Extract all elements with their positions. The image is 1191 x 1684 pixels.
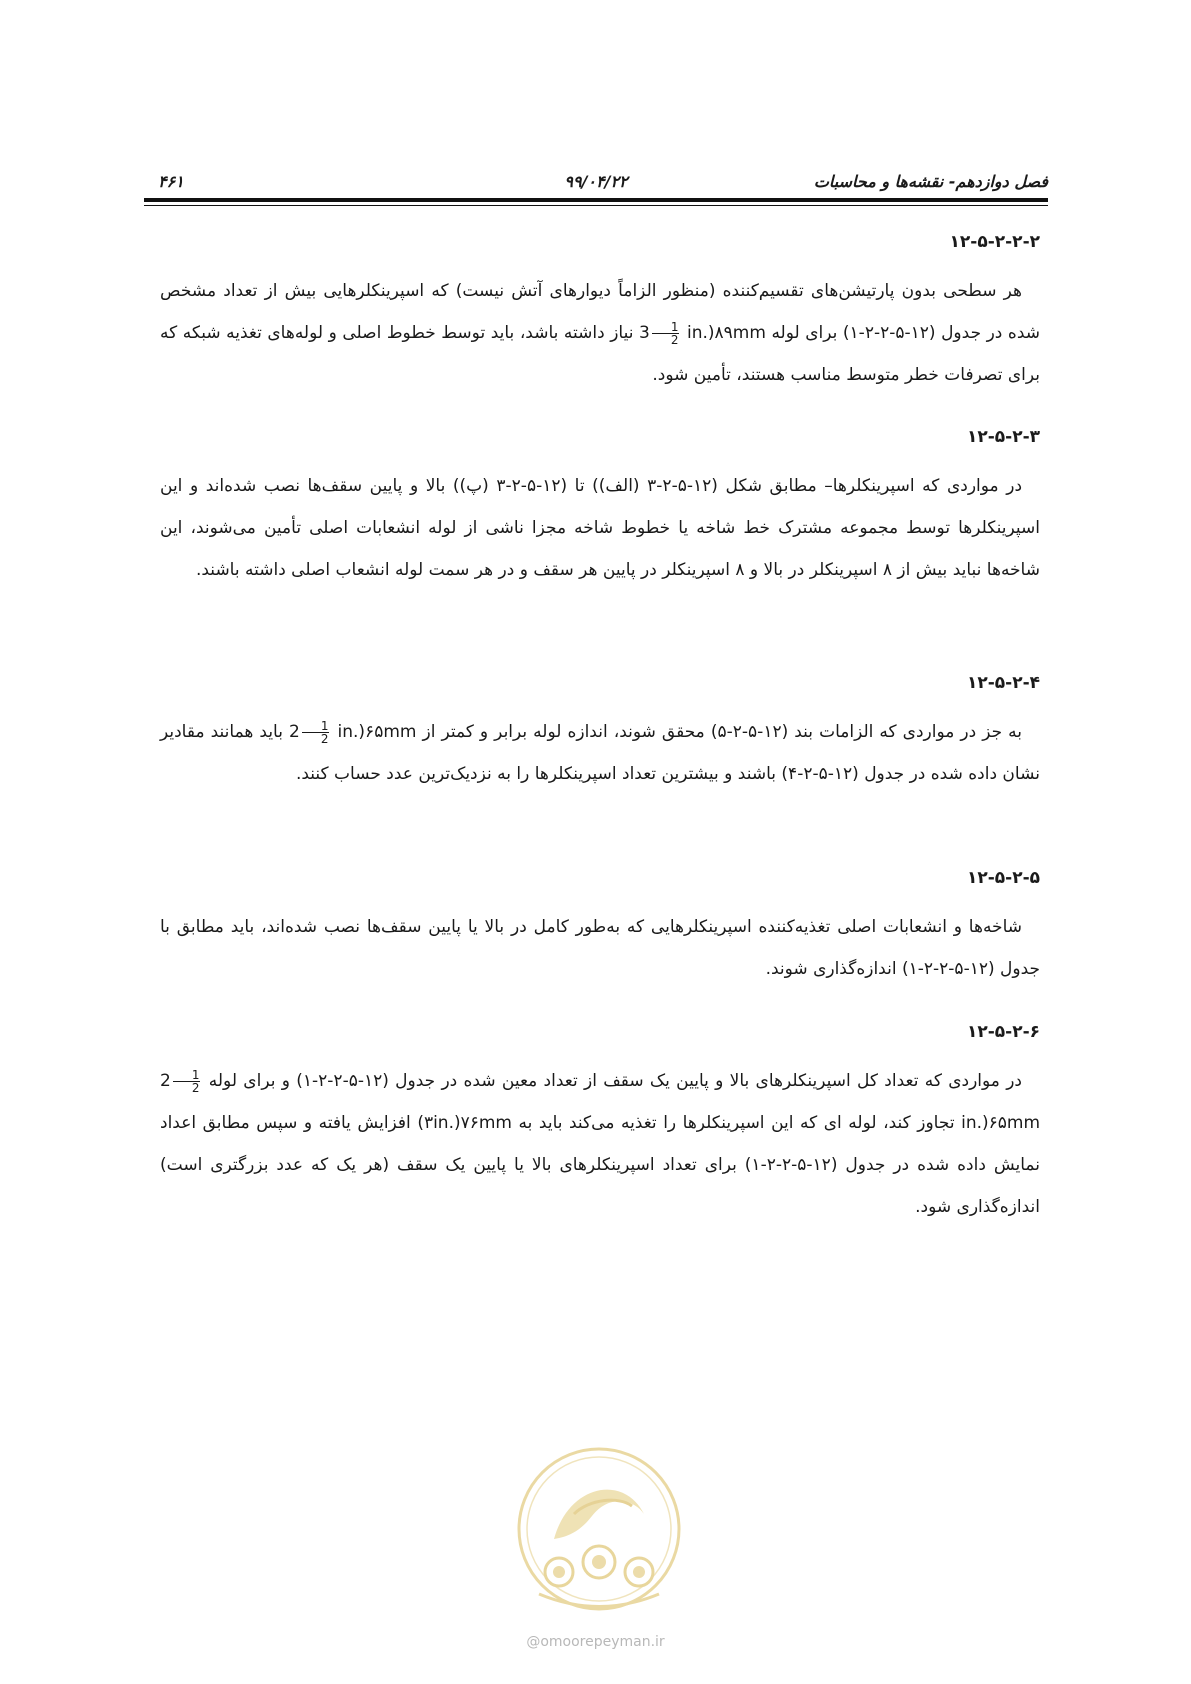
section-heading: ۱۲-۵-۲-۲-۲ (949, 232, 1040, 252)
section-paragraph (160, 270, 1040, 396)
fraction (173, 1069, 201, 1094)
pipe-unit: in.)۸۹mm (681, 323, 766, 343)
paragraph-text: تجاوز کند، لوله ای که این اسپرینکلرها را تغذیه می‌کند باید به (512, 1113, 962, 1133)
fraction-numerator: 1 (302, 720, 330, 733)
paragraph-text: افزایش یافته و سپس مطابق اعداد نمایش داده شده در جدول (۱۲-۵-۲-۲-۱) برای تعداد اسپرینکلرهای بالا یا پایین یک سقف (هر یک که عدد بزرگتری است) اندازه‌گذاری شود. (160, 1113, 1040, 1217)
section-paragraph (160, 1060, 1040, 1228)
section-12-5-2-3 (160, 427, 1040, 591)
section-heading: ۱۲-۵-۲-۵ (966, 868, 1040, 888)
section-paragraph (160, 711, 1040, 795)
section-12-5-2-4 (160, 673, 1040, 795)
section-heading: ۱۲-۵-۲-۳ (966, 427, 1040, 447)
paragraph-text: به جز در مواردی که الزامات بند (۱۲-۵-۲-۵) محقق شوند، اندازه لوله برابر و کمتر از (416, 722, 1022, 742)
section-paragraph: در مواردی که اسپرینکلرها– مطابق شکل (۱۲-۵-۲-۳ (الف)) تا (۱۲-۵-۲-۳ (پ)) بالا و پایین سقف‌ها نصب شده‌اند و این اسپرینکلرها توسط مجموعه مشترک خط شاخه یا خطوط شاخه مجزا ناشی از لوله انشعابات اصلی تأمین می‌شوند، این شاخه‌ها نباید بیش از ۸ اسپرینکلر در بالا و ۸ اسپرینکلر در پایین هر سقف و در هر سمت لوله انشعاب اصلی داشته باشند. (160, 476, 1040, 580)
fraction-denominator: 2 (670, 332, 679, 347)
section-heading: ۱۲-۵-۲-۴ (966, 673, 1040, 693)
pipe-size (639, 319, 766, 347)
section-heading: ۱۲-۵-۲-۶ (966, 1022, 1040, 1042)
fraction-denominator: 2 (320, 731, 329, 746)
section-paragraph: شاخه‌ها و انشعابات اصلی تغذیه‌کننده اسپرینکلرهایی که به‌طور کامل در بالا یا پایین سقف‌ها نصب شده‌اند، باید مطابق با جدول (۱۲-۵-۲-۲-۱) اندازه‌گذاری شوند. (160, 917, 1040, 979)
pipe-whole: 2 (160, 1071, 171, 1091)
page-number: ۴۶۱ (158, 172, 184, 191)
fraction-numerator: 1 (173, 1069, 201, 1082)
header-rule-thick (144, 198, 1048, 202)
pipe-whole: 2 (289, 722, 300, 742)
pipe-size (289, 718, 417, 746)
header-rule-thin (144, 205, 1048, 206)
header-date: ۹۹/۰۴/۲۲ (564, 172, 628, 191)
pipe-unit: in.)۶۵mm (961, 1113, 1041, 1133)
website-footer: @omoorepeyman.ir (526, 1634, 665, 1650)
fraction-denominator: 2 (191, 1080, 200, 1095)
section-12-5-2-6 (160, 1022, 1040, 1228)
pipe-size-b: (۳in.)۷۶mm (417, 1113, 512, 1133)
chapter-title: فصل دوازدهم- نقشه‌ها و محاسبات (813, 172, 1048, 191)
omoorepeyman-logo (514, 1444, 684, 1614)
fraction (302, 720, 330, 745)
paragraph-text: در مواردی که تعداد کل اسپرینکلرهای بالا و پایین یک سقف از تعداد معین شده در جدول (۱۲-۵-۲-۲-۱) و برای لوله (202, 1071, 1022, 1091)
paragraph-text: باید همانند مقادیر نشان داده شده در جدول (۱۲-۵-۲-۴) باشند و بیشترین تعداد اسپرینکلرها را به نزدیک‌ترین عدد حساب کنند. (160, 722, 1040, 784)
paragraph-text: نیاز داشته باشد، باید توسط خطوط اصلی و لوله‌های تغذیه شبکه که برای تصرفات خطر متوسط مناسب هستند، تأمین شود. (160, 323, 1040, 385)
page-header (144, 170, 1048, 198)
pipe-whole: 3 (639, 323, 650, 343)
section-12-5-2-5 (160, 868, 1040, 990)
fraction (652, 321, 680, 346)
section-12-5-2-2-2 (160, 232, 1040, 396)
pipe-unit: in.)۶۵mm (331, 722, 417, 742)
fraction-numerator: 1 (652, 321, 680, 334)
paragraph-text: هر سطحی بدون پارتیشن‌های تقسیم‌کننده (منظور الزاماً دیوارهای آتش نیست) که اسپرینکلرهایی بیش از تعداد مشخص شده در جدول (۱۲-۵-۲-۲-۱) برای لوله (160, 281, 1040, 343)
